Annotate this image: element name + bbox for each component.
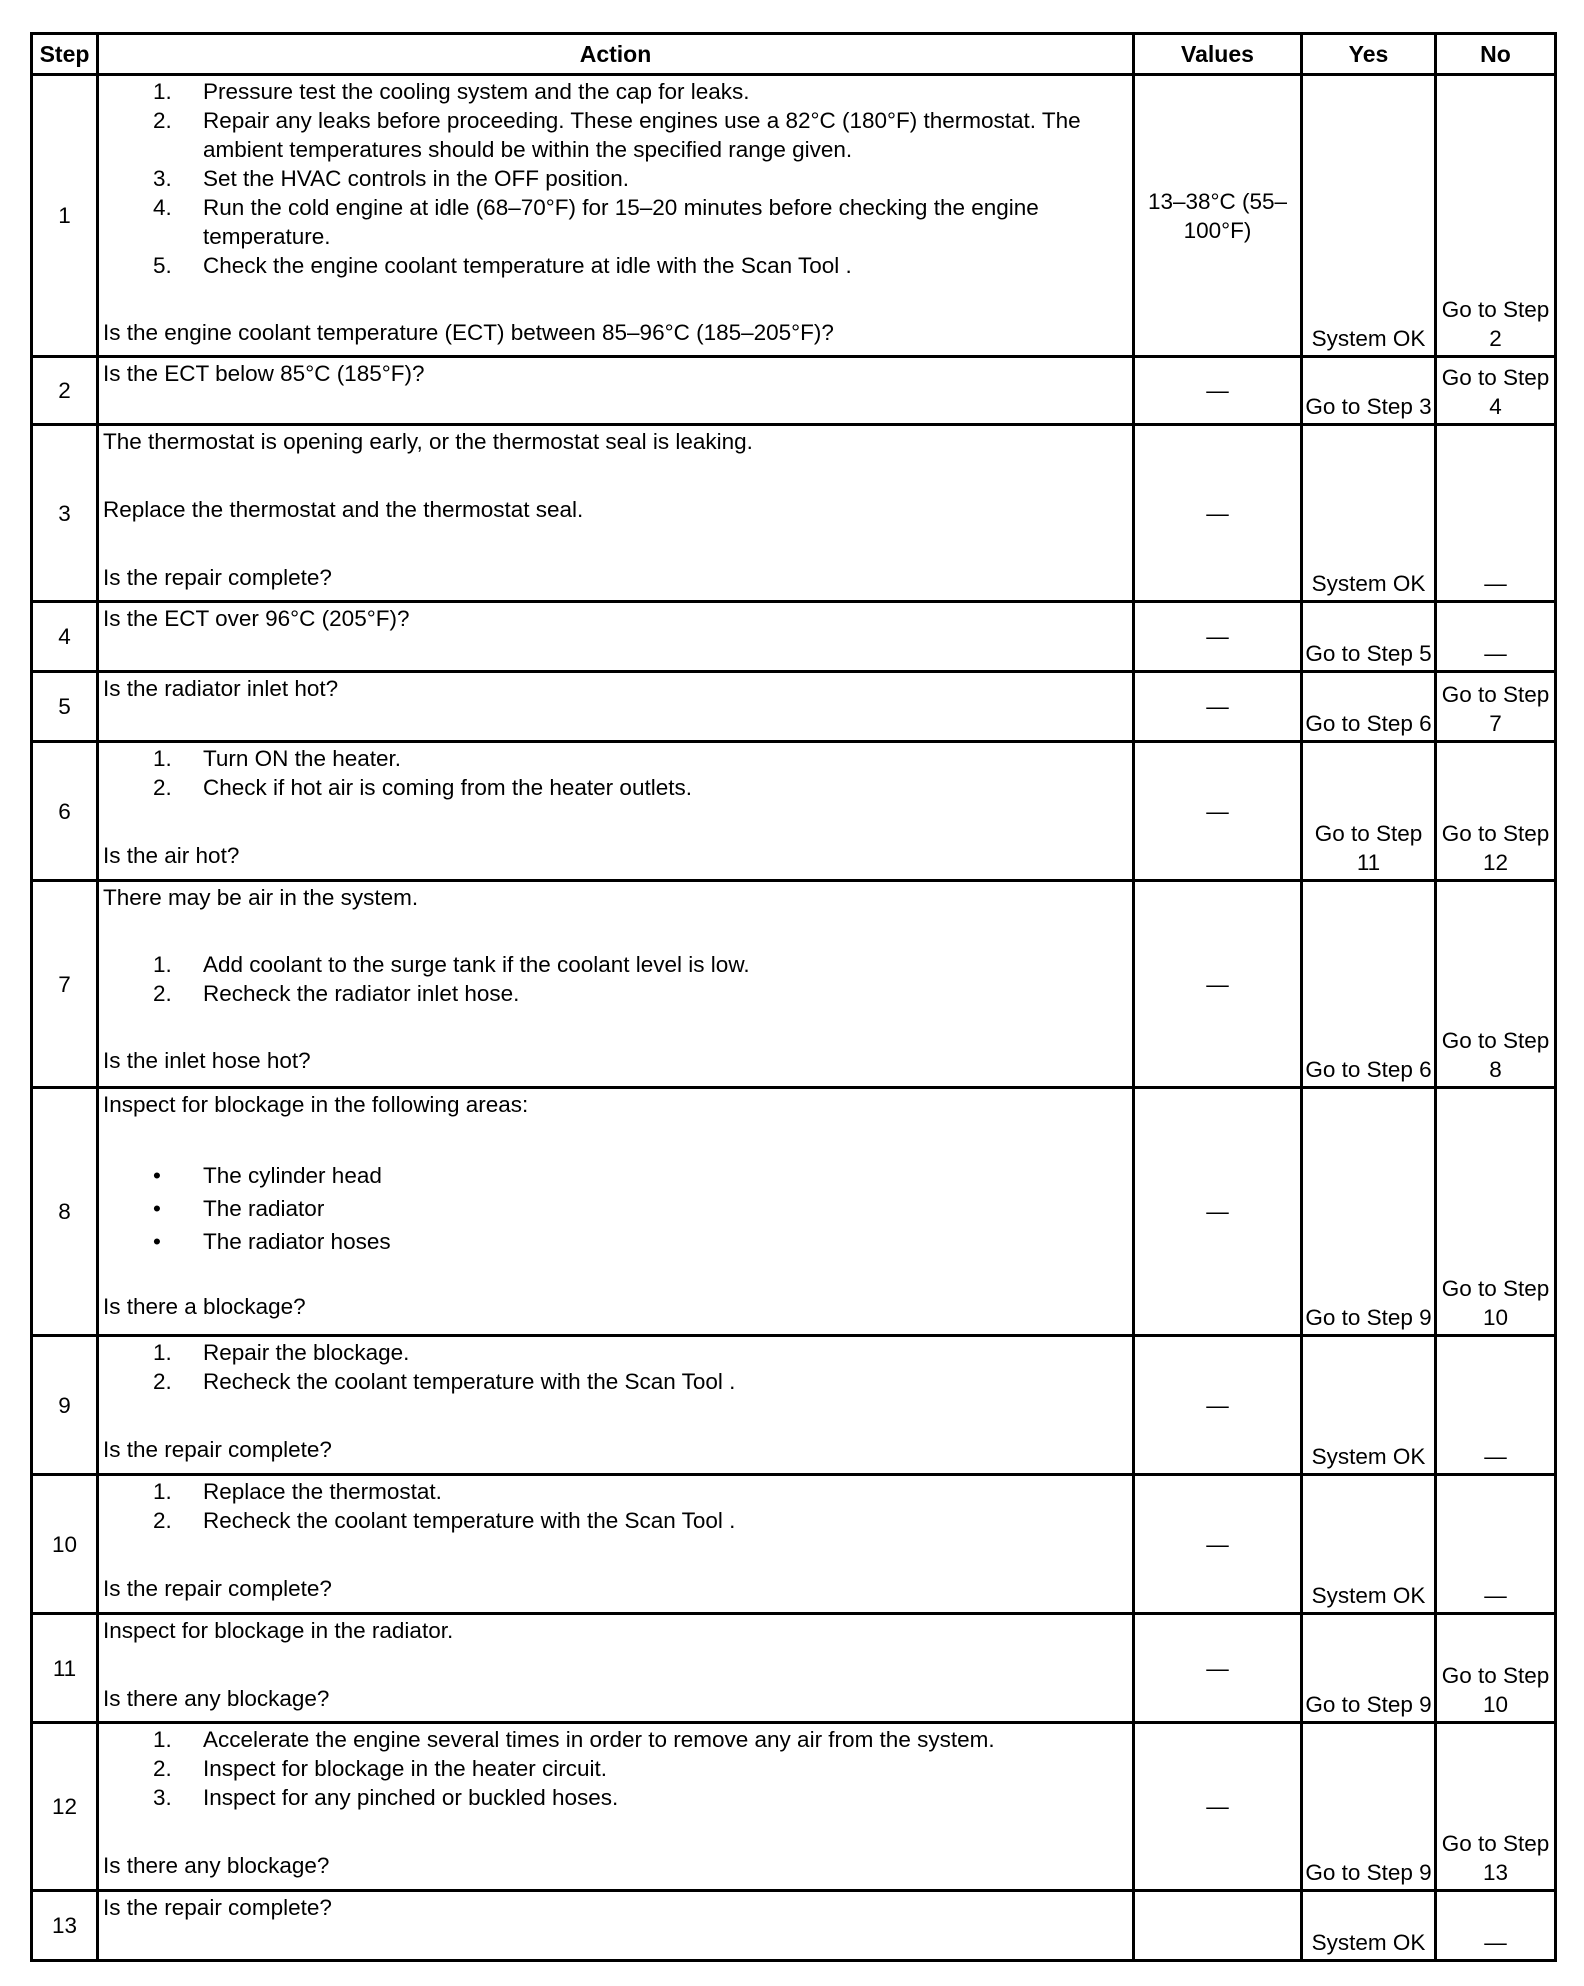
values-cell: — bbox=[1134, 425, 1302, 602]
no-cell: Go to Step 10 bbox=[1436, 1088, 1556, 1336]
step-number: 11 bbox=[32, 1614, 98, 1723]
step-number: 12 bbox=[32, 1723, 98, 1891]
no-cell: Go to Step 4 bbox=[1436, 357, 1556, 425]
table-row bbox=[32, 75, 1556, 357]
header-no: No bbox=[1436, 34, 1556, 75]
table-row bbox=[32, 1336, 1556, 1475]
no-cell: — bbox=[1436, 1336, 1556, 1475]
question-text: Is the inlet hose hot? bbox=[103, 1048, 311, 1073]
action-cell bbox=[98, 1336, 1134, 1475]
no-cell: Go to Step 12 bbox=[1436, 742, 1556, 881]
yes-cell: System OK bbox=[1302, 1336, 1436, 1475]
question-text: Is the repair complete? bbox=[103, 1895, 332, 1920]
numbered-list bbox=[103, 1725, 1128, 1812]
list-item: 1. Accelerate the engine several times in order to remove any air from the system. bbox=[153, 1727, 995, 1752]
question-text: Is the air hot? bbox=[103, 843, 240, 868]
question-text: Is the ECT over 96°C (205°F)? bbox=[103, 606, 410, 631]
values-cell bbox=[1134, 1891, 1302, 1961]
yes-cell: Go to Step 11 bbox=[1302, 742, 1436, 881]
diagnostic-document bbox=[30, 32, 1554, 1962]
list-item: 5. Check the engine coolant temperature at idle with the Scan Tool . bbox=[153, 253, 852, 278]
table-row bbox=[32, 357, 1556, 425]
no-cell: Go to Step 2 bbox=[1436, 75, 1556, 357]
list-item: 1. Repair the blockage. bbox=[153, 1340, 410, 1365]
step-number: 1 bbox=[32, 75, 98, 357]
numbered-list bbox=[103, 950, 1128, 1008]
step-number: 13 bbox=[32, 1891, 98, 1961]
list-item: 2. Check if hot air is coming from the heater outlets. bbox=[153, 775, 692, 800]
table-row bbox=[32, 742, 1556, 881]
action-cell bbox=[98, 1614, 1134, 1723]
list-item: 1. Add coolant to the surge tank if the coolant level is low. bbox=[153, 952, 750, 977]
numbered-list bbox=[103, 1477, 1128, 1535]
intro-text: There may be air in the system. bbox=[103, 885, 419, 910]
list-item: • The cylinder head bbox=[153, 1163, 382, 1188]
header-step: Step bbox=[32, 34, 98, 75]
table-row bbox=[32, 1891, 1556, 1961]
list-item: 3. Inspect for any pinched or buckled hoses. bbox=[153, 1785, 619, 1810]
step-number: 4 bbox=[32, 602, 98, 672]
list-item: 3. Set the HVAC controls in the OFF position. bbox=[153, 166, 630, 191]
question-text: Is the ECT below 85°C (185°F)? bbox=[103, 361, 425, 386]
intro-text: The thermostat is opening early, or the thermostat seal is leaking. bbox=[103, 429, 753, 454]
table-row bbox=[32, 1475, 1556, 1614]
table-row bbox=[32, 1723, 1556, 1891]
question-text: Is there any blockage? bbox=[103, 1853, 330, 1878]
yes-cell: System OK bbox=[1302, 75, 1436, 357]
list-item: • The radiator bbox=[153, 1196, 325, 1221]
no-cell: Go to Step 7 bbox=[1436, 672, 1556, 742]
yes-cell: System OK bbox=[1302, 1475, 1436, 1614]
action-cell bbox=[98, 1891, 1134, 1961]
values-cell: — bbox=[1134, 1614, 1302, 1723]
action-cell bbox=[98, 881, 1134, 1088]
no-cell: Go to Step 8 bbox=[1436, 881, 1556, 1088]
values-cell: — bbox=[1134, 881, 1302, 1088]
action-cell bbox=[98, 75, 1134, 357]
step-number: 3 bbox=[32, 425, 98, 602]
step-number: 5 bbox=[32, 672, 98, 742]
no-cell: — bbox=[1436, 425, 1556, 602]
values-cell: — bbox=[1134, 672, 1302, 742]
question-text: Is there a blockage? bbox=[103, 1294, 306, 1319]
question-text: Is the repair complete? bbox=[103, 565, 332, 590]
question-text: Is the repair complete? bbox=[103, 1576, 332, 1601]
instruction-text: Replace the thermostat and the thermostat seal. bbox=[103, 497, 584, 522]
question-text: Is the engine coolant temperature (ECT) between 85–96°C (185–205°F)? bbox=[103, 320, 834, 345]
action-cell bbox=[98, 1088, 1134, 1336]
list-item: 1. Replace the thermostat. bbox=[153, 1479, 442, 1504]
no-cell: Go to Step 10 bbox=[1436, 1614, 1556, 1723]
yes-cell: Go to Step 6 bbox=[1302, 672, 1436, 742]
question-text: Is the repair complete? bbox=[103, 1437, 332, 1462]
question-text: Is there any blockage? bbox=[103, 1686, 330, 1711]
list-item: 2. Inspect for blockage in the heater circuit. bbox=[153, 1756, 607, 1781]
step-number: 10 bbox=[32, 1475, 98, 1614]
values-cell: — bbox=[1134, 1475, 1302, 1614]
no-cell: — bbox=[1436, 1475, 1556, 1614]
action-cell bbox=[98, 1475, 1134, 1614]
numbered-list bbox=[103, 1338, 1128, 1396]
table-row bbox=[32, 602, 1556, 672]
step-number: 9 bbox=[32, 1336, 98, 1475]
yes-cell: Go to Step 9 bbox=[1302, 1614, 1436, 1723]
diagnostic-table bbox=[30, 32, 1557, 1962]
no-cell: — bbox=[1436, 602, 1556, 672]
list-item: 4. Run the cold engine at idle (68–70°F) for 15–20 minutes before checking the engine temperature. bbox=[153, 195, 1039, 249]
question-text: Is the radiator inlet hot? bbox=[103, 676, 339, 701]
values-cell: — bbox=[1134, 1723, 1302, 1891]
step-number: 7 bbox=[32, 881, 98, 1088]
list-item: 2. Recheck the coolant temperature with the Scan Tool . bbox=[153, 1369, 736, 1394]
action-cell bbox=[98, 742, 1134, 881]
yes-cell: Go to Step 9 bbox=[1302, 1723, 1436, 1891]
action-cell bbox=[98, 672, 1134, 742]
header-yes: Yes bbox=[1302, 34, 1436, 75]
yes-cell: Go to Step 5 bbox=[1302, 602, 1436, 672]
header-values: Values bbox=[1134, 34, 1302, 75]
step-number: 2 bbox=[32, 357, 98, 425]
list-item: • The radiator hoses bbox=[153, 1229, 391, 1254]
list-item: 2. Recheck the coolant temperature with the Scan Tool . bbox=[153, 1508, 736, 1533]
values-cell: — bbox=[1134, 742, 1302, 881]
action-cell bbox=[98, 602, 1134, 672]
list-item: 2. Repair any leaks before proceeding. These engines use a 82°C (180°F) thermostat. The ambient temperatures should be within the specified range given. bbox=[153, 108, 1081, 162]
numbered-list bbox=[103, 77, 1128, 280]
action-cell bbox=[98, 357, 1134, 425]
values-cell: — bbox=[1134, 357, 1302, 425]
intro-text: Inspect for blockage in the following areas: bbox=[103, 1092, 529, 1117]
table-row bbox=[32, 425, 1556, 602]
numbered-list bbox=[103, 744, 1128, 802]
yes-cell: Go to Step 6 bbox=[1302, 881, 1436, 1088]
yes-cell: Go to Step 3 bbox=[1302, 357, 1436, 425]
table-row bbox=[32, 881, 1556, 1088]
step-number: 6 bbox=[32, 742, 98, 881]
table-row bbox=[32, 1088, 1556, 1336]
values-cell: — bbox=[1134, 602, 1302, 672]
action-cell bbox=[98, 425, 1134, 602]
action-cell bbox=[98, 1723, 1134, 1891]
list-item: 1. Pressure test the cooling system and the cap for leaks. bbox=[153, 79, 750, 104]
no-cell: — bbox=[1436, 1891, 1556, 1961]
intro-text: Inspect for blockage in the radiator. bbox=[103, 1618, 454, 1643]
table-row bbox=[32, 672, 1556, 742]
yes-cell: System OK bbox=[1302, 425, 1436, 602]
list-item: 1. Turn ON the heater. bbox=[153, 746, 402, 771]
step-number: 8 bbox=[32, 1088, 98, 1336]
no-cell: Go to Step 13 bbox=[1436, 1723, 1556, 1891]
header-row bbox=[32, 34, 1556, 75]
yes-cell: System OK bbox=[1302, 1891, 1436, 1961]
values-cell: — bbox=[1134, 1336, 1302, 1475]
bullet-list bbox=[103, 1159, 1128, 1258]
yes-cell: Go to Step 9 bbox=[1302, 1088, 1436, 1336]
values-cell: — bbox=[1134, 1088, 1302, 1336]
header-action: Action bbox=[98, 34, 1134, 75]
table-row bbox=[32, 1614, 1556, 1723]
list-item: 2. Recheck the radiator inlet hose. bbox=[153, 981, 520, 1006]
values-cell: 13–38°C (55–100°F) bbox=[1134, 75, 1302, 357]
